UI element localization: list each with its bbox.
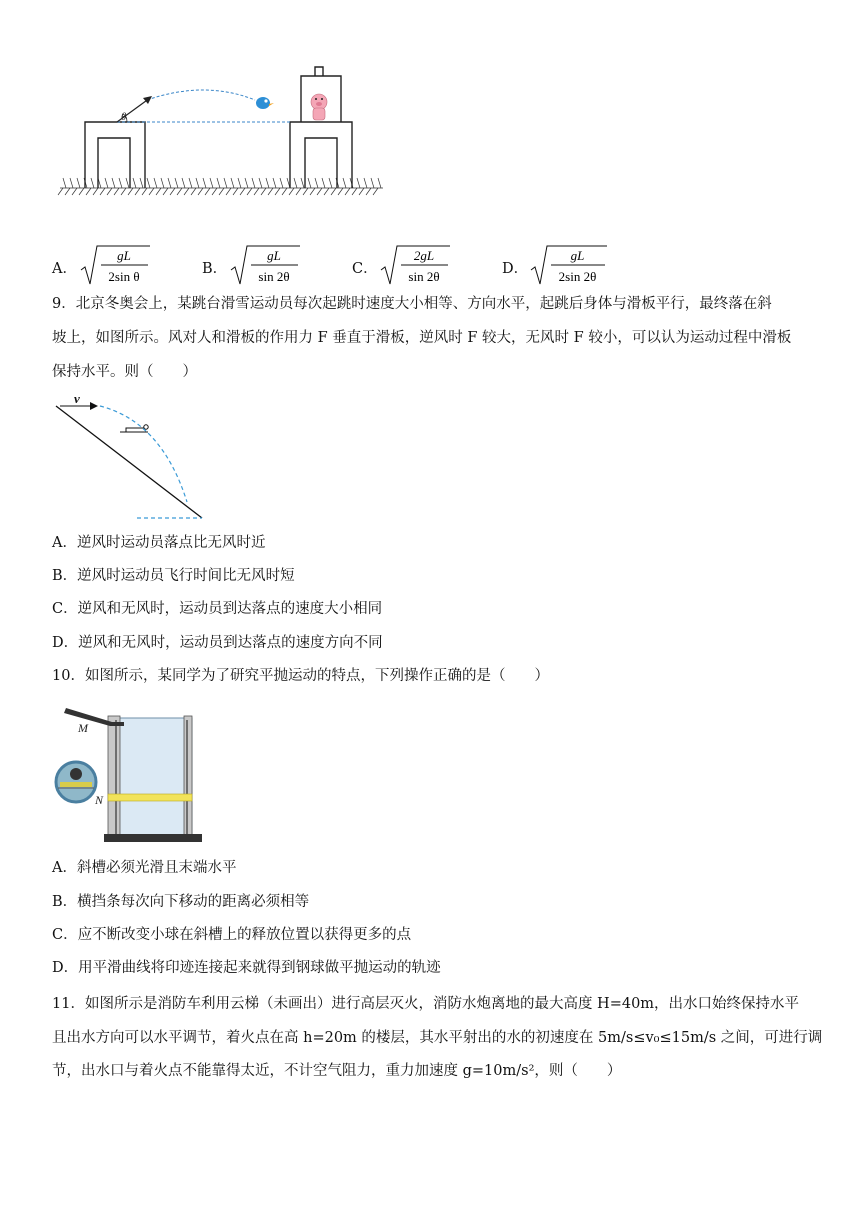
hatch-mark [163,188,168,195]
q10-figure [52,696,212,846]
q11-line-1: 11．如图所示是消防车利用云梯（未画出）进行高层灭火，消防水炮离地的最大高度 H=40m，出水口始终保持水平 [52,996,800,1012]
grass-mark [112,178,115,188]
hatch-mark [72,188,77,195]
q8-option-letter: D． [502,261,529,277]
grass-mark [231,178,234,188]
q8-option-letter: C． [352,261,378,277]
left-platform [85,122,145,188]
q8-option-letter: B． [202,261,228,277]
grass-mark [182,178,185,188]
grass-mark [210,178,213,188]
grass-mark [273,178,276,188]
hatch-mark [100,188,105,195]
q9-figure [52,392,212,522]
hatch-mark [65,188,70,195]
grass-mark [357,178,360,188]
skier-icon [120,425,148,432]
hatch-mark [303,188,308,195]
q10-label-m: M [78,721,88,735]
hatch-mark [156,188,161,195]
hatch-mark [93,188,98,195]
hatch-mark [254,188,259,195]
hatch-mark [191,188,196,195]
hatch-mark [331,188,336,195]
q9-option-d: D．逆风和无风时，运动员到达落点的速度方向不同 [52,635,383,651]
hatch-mark [177,188,182,195]
q9-line-3: 保持水平。则（ ） [52,364,197,380]
grass-mark [140,178,143,188]
hatch-mark [359,188,364,195]
q9-option-b: B．逆风时运动员飞行时间比无风时短 [52,568,295,584]
grass-mark [343,178,346,188]
grass-mark [203,178,206,188]
q8-option-b [202,244,342,288]
hatch-mark [352,188,357,195]
q8-figure [55,62,390,202]
q8-option-c [352,244,492,288]
fraction-numerator: 2gL [413,248,435,263]
grass-mark [154,178,157,188]
hatch-mark [233,188,238,195]
hatch-mark [135,188,140,195]
fraction-denominator: 2sin θ [108,269,140,284]
hatch-mark [128,188,133,195]
q9-line-2-text: 坡上，如图所示。风对人和滑板的作用力 F 垂直于滑板，逆风时 F 较大，无风时 F 较小，可以认为运动过程中滑板 [52,330,792,346]
hatch-mark [338,188,343,195]
q9-option-c: C．逆风和无风时，运动员到达落点的速度大小相同 [52,601,383,617]
grass-mark [119,178,122,188]
grass-mark [91,178,94,188]
hatch-mark [366,188,371,195]
grass-mark [245,178,248,188]
hatch-mark [373,188,378,195]
grass-mark [252,178,255,188]
grass-mark [161,178,164,188]
q10-option-b: B．横挡条每次向下移动的距离必须相等 [52,894,310,910]
hatch-mark [114,188,119,195]
q8-options [52,244,752,288]
hatch-mark [268,188,273,195]
grass-mark [371,178,374,188]
grass-mark [364,178,367,188]
hatch-mark [219,188,224,195]
q8-option-d [502,244,642,288]
fraction-numerator: gL [267,248,281,263]
q9-option-a: A．逆风时运动员落点比无风时近 [52,535,266,551]
hatch-mark [79,188,84,195]
grass-mark [175,178,178,188]
grass-mark [70,178,73,188]
grass-mark [322,178,325,188]
sqrt-fraction [230,244,302,288]
grass-mark [217,178,220,188]
grass-mark [294,178,297,188]
sqrt-fraction [530,244,609,288]
pig-icon [311,94,327,120]
hatch-mark [282,188,287,195]
hatch-mark [317,188,322,195]
grass-mark [280,178,283,188]
hatch-mark [296,188,301,195]
grass-mark [196,178,199,188]
grass-mark [77,178,80,188]
q11-line-3: 节，出水口与着火点不能靠得太近，不计空气阻力，重力加速度 g=10m/s²，则（ ） [52,1063,622,1079]
hatch-mark [247,188,252,195]
grass-mark [189,178,192,188]
q9-velocity-label: v [74,392,80,406]
q8-angle-label: θ [121,111,127,123]
q10-option-c: C．应不断改变小球在斜槽上的释放位置以获得更多的点 [52,927,412,943]
q9-line-2 [52,328,791,348]
q8-option-a [52,244,192,288]
hatch-mark [226,188,231,195]
hatch-mark [212,188,217,195]
grass-mark [105,178,108,188]
q11-line-2: 且出水方向可以水平调节，着火点在高 h=20m 的楼层，其水平射出的水的初速度在 5m/s≤v₀≤15m/s 之间，可进行调 [52,1030,823,1046]
hatch-mark [170,188,175,195]
hatch-mark [86,188,91,195]
hatch-mark [198,188,203,195]
q9-line-1: 9．北京冬奥会上，某跳台滑雪运动员每次起跳时速度大小相等、方向水平，起跳后身体与滑板平行，最终落在斜 [52,296,772,312]
grass-mark [308,178,311,188]
grass-mark [224,178,227,188]
hatch-mark [149,188,154,195]
grass-mark [147,178,150,188]
hatch-mark [275,188,280,195]
q10-line: 10．如图所示，某同学为了研究平抛运动的特点，下列操作正确的是（ ） [52,668,549,684]
sqrt-fraction [80,244,152,288]
hatch-mark [240,188,245,195]
grass-mark [238,178,241,188]
grass-mark [266,178,269,188]
fraction-denominator: sin 2θ [408,269,440,284]
fraction-denominator: 2sin 2θ [558,269,597,284]
hatch-mark [121,188,126,195]
right-platform [290,67,352,188]
hatch-mark [310,188,315,195]
q10-option-a: A．斜槽必须光滑且末端水平 [52,860,237,876]
grass-mark [329,178,332,188]
grass-mark [301,178,304,188]
hatch-mark [107,188,112,195]
q10-label-n: N [95,793,104,807]
sqrt-fraction [380,244,452,288]
fraction-denominator: sin 2θ [258,269,290,284]
fraction-numerator: gL [117,248,131,263]
grass-mark [63,178,66,188]
hatch-mark [289,188,294,195]
fraction-numerator: gL [570,248,585,263]
hatch-mark [261,188,266,195]
grass-mark [126,178,129,188]
grass-mark [259,178,262,188]
hatch-mark [345,188,350,195]
grass-mark [133,178,136,188]
hatch-mark [324,188,329,195]
bird-icon [256,97,274,109]
hatch-mark [58,188,63,195]
grass-mark [378,178,381,188]
grass-mark [315,178,318,188]
q8-option-letter: A． [52,261,77,277]
hatch-mark [184,188,189,195]
q10-option-d: D．用平滑曲线将印迹连接起来就得到钢球做平抛运动的轨迹 [52,960,441,976]
hatch-mark [205,188,210,195]
grass-mark [168,178,171,188]
hatch-mark [142,188,147,195]
